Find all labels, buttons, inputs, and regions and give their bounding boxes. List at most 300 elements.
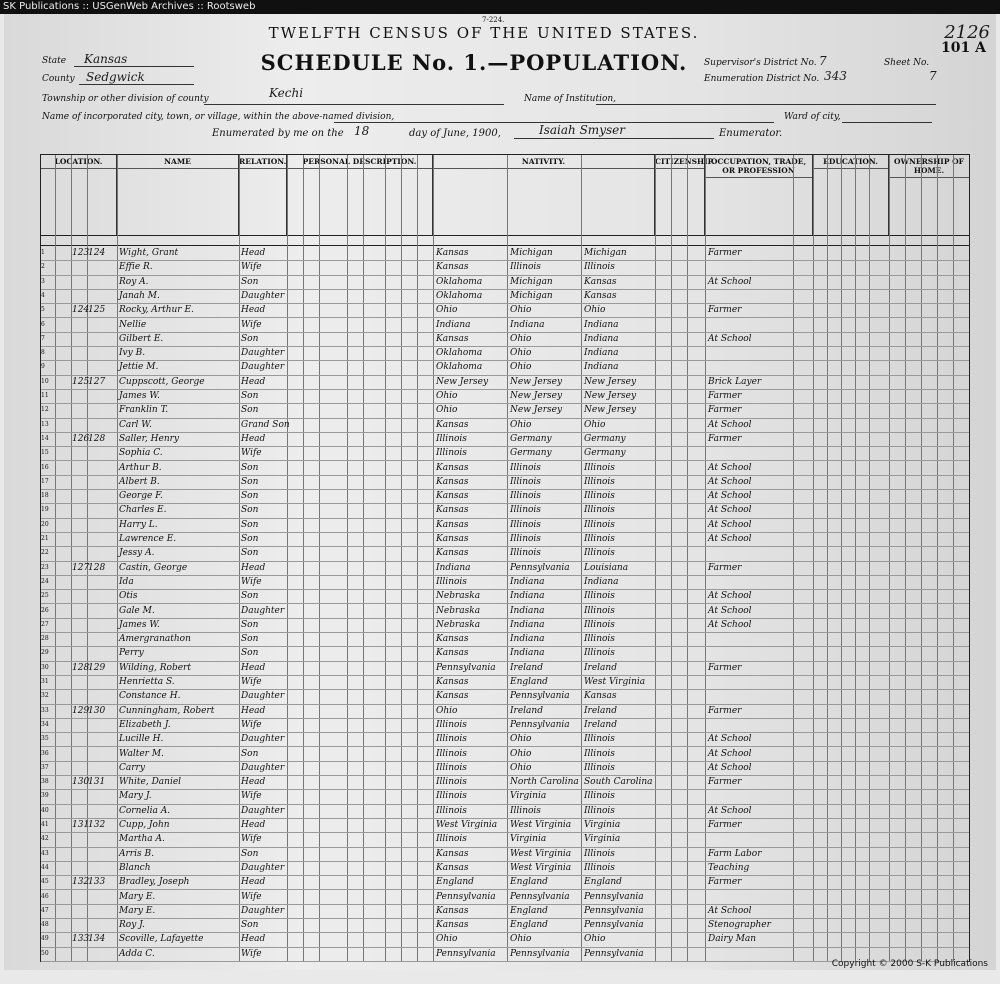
copyright: Copyright © 2000 S-K Publications [831,959,988,969]
person-name: Gale M. [119,605,155,616]
family-number: 133 [88,877,106,888]
line-number: 2 [41,263,45,271]
birthplace: West Virginia [436,820,498,830]
mother-birthplace: Indiana [584,362,619,373]
occupation: Farmer [708,405,742,416]
relation: Son [241,634,259,645]
line-number: 39 [41,792,49,800]
mother-birthplace: Ohio [584,305,606,316]
table-row [41,318,969,333]
mother-birthplace: Virginia [584,834,621,845]
person-name: Albert B. [119,476,160,487]
ward-line [842,110,932,123]
relation: Head [241,705,266,716]
table-row [41,661,969,676]
father-birthplace: England [510,677,548,687]
section-education-title: EDUCATION. [813,155,888,169]
mother-birthplace: Illinois [584,648,615,659]
person-name: Effie R. [119,262,153,273]
relation: Head [241,662,266,673]
dwelling-number: 123 [72,248,90,258]
table-row [41,847,969,862]
mother-birthplace: Pennsylvania [584,920,644,931]
father-birthplace: Illinois [510,462,541,473]
schedule-title: SCHEDULE No. 1.—POPULATION. [260,50,688,75]
table-row [41,475,969,490]
father-birthplace: Ohio [510,762,532,773]
father-birthplace: Virginia [510,791,547,802]
line-number: 17 [41,477,49,485]
father-birthplace: Pennsylvania [510,691,570,702]
line-number: 4 [41,291,45,299]
relation: Wife [241,791,262,802]
township-line [204,92,504,105]
birthplace: Oklahoma [436,348,483,359]
relation: Son [241,276,259,287]
father-birthplace: Ireland [510,662,543,673]
father-birthplace: West Virginia [510,820,572,830]
table-row [41,789,969,804]
table-row [41,360,969,375]
line-number: 7 [41,334,45,342]
mother-birthplace: Kansas [584,276,617,287]
sheet-label: Sheet No. [884,58,930,68]
mother-birthplace: Illinois [584,548,615,559]
section-occupation [705,155,813,235]
occupation: Stenographer [708,920,771,931]
table-row [41,418,969,433]
mother-birthplace: Ireland [584,705,617,716]
occupation: Farmer [708,433,742,444]
father-birthplace: Indiana [510,634,545,645]
census-sheet [4,14,996,970]
father-birthplace: Germany [510,433,552,444]
line-number: 10 [41,377,49,385]
birthplace: Kansas [436,634,469,645]
relation: Wife [241,448,262,459]
person-name: Charles E. [119,505,167,516]
birthplace: Oklahoma [436,290,483,301]
section-citizenship [655,155,715,235]
mother-birthplace: Illinois [584,762,615,773]
table-row [41,704,969,719]
person-name: Saller, Henry [119,433,180,444]
line-number: 23 [41,563,49,571]
father-birthplace: Illinois [510,491,541,502]
table-row [41,875,969,890]
table-row [41,689,969,704]
table-row [41,804,969,819]
birthplace: Ohio [436,934,458,945]
dwelling-number: 127 [72,562,90,573]
relation: Son [241,591,259,602]
table-row [41,260,969,275]
table-row [41,718,969,733]
person-name: Walter M. [119,748,164,759]
line-number: 42 [41,835,49,843]
birthplace: Indiana [436,562,471,573]
father-birthplace: Ohio [510,734,532,745]
table-row [41,346,969,361]
mother-birthplace: Illinois [584,805,615,816]
father-birthplace: Ireland [510,705,543,716]
population-grid [40,154,970,962]
line-number: 14 [41,434,49,442]
person-name: Wight, Grant [119,248,179,258]
birthplace: Kansas [436,534,469,544]
relation: Wife [241,677,262,687]
table-row [41,632,969,647]
occupation: Farmer [708,305,742,316]
table-row [41,246,969,261]
person-name: Otis [119,591,138,602]
line-number: 35 [41,735,49,743]
section-location-title: LOCATION. [41,155,116,169]
table-row [41,646,969,661]
mother-birthplace: South Carolina [584,777,653,788]
family-number: 134 [88,934,106,945]
occupation: Farmer [708,820,742,830]
table-row [41,918,969,933]
incorporated-label: Name of incorporated city, town, or village, within the above-named division, [42,112,395,122]
mother-birthplace: Illinois [584,748,615,759]
birthplace: Ohio [436,305,458,316]
line-number: 1 [41,249,45,256]
person-name: Adda C. [119,948,155,959]
birthplace: Oklahoma [436,362,483,373]
mother-birthplace: Indiana [584,319,619,330]
table-row [41,532,969,547]
family-number: 127 [88,376,106,387]
father-birthplace: Indiana [510,591,545,602]
mother-birthplace: West Virginia [584,677,646,687]
family-number: 130 [88,705,106,716]
occupation: At School [708,591,752,602]
relation: Son [241,534,259,544]
occupation: At School [708,505,752,516]
birthplace: Kansas [436,648,469,659]
relation: Son [241,405,259,416]
mother-birthplace: Louisiana [584,562,629,573]
occupation: Farmer [708,248,742,258]
person-name: Lawrence E. [119,534,177,544]
occupation: At School [708,534,752,544]
birthplace: Kansas [436,862,469,873]
table-row [41,618,969,633]
father-birthplace: Indiana [510,619,545,630]
relation: Son [241,619,259,630]
birthplace: Illinois [436,433,467,444]
father-birthplace: West Virginia [510,862,572,873]
birthplace: Nebraska [436,619,481,630]
dwelling-number: 124 [72,305,90,316]
person-name: George F. [119,491,163,502]
father-birthplace: Ohio [510,748,532,759]
table-row [41,932,969,947]
table-row [41,818,969,833]
table-row [41,403,969,418]
father-birthplace: New Jersey [510,391,563,401]
line-number: 48 [41,921,49,929]
mother-birthplace: Michigan [584,248,627,258]
county-value: Sedgwick [86,70,145,84]
line-number: 18 [41,492,49,500]
person-name: Scoville, Lafayette [119,934,204,945]
birthplace: Kansas [436,262,469,273]
person-name: James W. [119,391,160,401]
occupation: At School [708,519,752,530]
relation: Head [241,777,266,788]
line-number: 46 [41,892,49,900]
ward-label: Ward of city, [784,112,841,122]
person-name: Jettie M. [119,362,159,373]
mother-birthplace: Ireland [584,662,617,673]
section-personal [287,155,433,235]
relation: Son [241,333,259,344]
mother-birthplace: Kansas [584,691,617,702]
line-number: 49 [41,935,49,943]
family-number: 128 [88,562,106,573]
person-name: Lucille H. [119,734,164,745]
relation: Wife [241,319,262,330]
table-row [41,332,969,347]
mother-birthplace: Pennsylvania [584,905,644,916]
occupation: At School [708,419,752,430]
line-number: 20 [41,520,49,528]
father-birthplace: England [510,877,548,888]
father-birthplace: Ohio [510,333,532,344]
father-birthplace: Ohio [510,362,532,373]
birthplace: Illinois [436,734,467,745]
mother-birthplace: Virginia [584,820,621,830]
person-name: Wilding, Robert [119,662,191,673]
line-number: 45 [41,878,49,886]
mother-birthplace: Indiana [584,333,619,344]
person-name: Elizabeth J. [119,719,171,730]
relation: Daughter [241,734,285,745]
father-birthplace: Indiana [510,605,545,616]
birthplace: Kansas [436,462,469,473]
mother-birthplace: New Jersey [584,391,637,401]
supervisor-label: Supervisor's District No. [704,58,817,68]
relation: Grand Son [241,419,290,430]
person-name: Arthur B. [119,462,162,473]
person-name: Harry L. [119,519,158,530]
occupation: Dairy Man [708,934,757,945]
relation: Son [241,548,259,559]
birthplace: Pennsylvania [436,891,496,902]
birthplace: Kansas [436,333,469,344]
line-number: 8 [41,349,45,357]
section-location [41,155,117,235]
father-birthplace: New Jersey [510,376,563,387]
relation: Son [241,476,259,487]
occupation: At School [708,605,752,616]
person-name: Ivy B. [119,348,146,359]
occupation: Farm Labor [708,848,762,859]
table-row [41,503,969,518]
state-label: State [42,56,67,66]
table-row [41,489,969,504]
enumeration-label: Enumeration District No. [704,74,820,84]
father-birthplace: Illinois [510,534,541,544]
relation: Wife [241,948,262,959]
birthplace: Kansas [436,505,469,516]
person-name: Blanch [119,862,151,873]
mother-birthplace: Germany [584,433,626,444]
table-row [41,546,969,561]
person-name: Cupp, John [119,820,170,830]
relation: Head [241,877,266,888]
section-nativity [433,155,655,235]
section-name-title: NAME [117,155,238,169]
father-birthplace: North Carolina [510,777,579,788]
state-value: Kansas [84,52,128,66]
occupation: At School [708,276,752,287]
birthplace: Illinois [436,834,467,845]
page-number [941,40,986,56]
mother-birthplace: Ohio [584,419,606,430]
day-value: 18 [354,124,370,138]
family-number: 129 [88,662,106,673]
relation: Wife [241,576,262,587]
family-number: 131 [88,777,106,788]
table-row [41,461,969,476]
father-birthplace: Illinois [510,505,541,516]
enumerated-label: Enumerated by me on the [212,128,344,139]
birthplace: Illinois [436,791,467,802]
mother-birthplace: Illinois [584,634,615,645]
person-name: Mary E. [119,891,156,902]
mother-birthplace: Illinois [584,862,615,873]
person-name: Amergranathon [119,634,191,645]
relation: Daughter [241,605,285,616]
birthplace: Kansas [436,848,469,859]
person-name: Martha A. [119,834,165,845]
line-number: 33 [41,706,49,714]
person-name: James W. [119,619,160,630]
line-number: 37 [41,763,49,771]
line-number: 47 [41,906,49,914]
mother-birthplace: Indiana [584,576,619,587]
person-name: Mary J. [119,791,152,802]
line-number: 24 [41,577,49,585]
occupation: At School [708,491,752,502]
relation: Head [241,820,266,830]
father-birthplace: Michigan [510,248,553,258]
father-birthplace: Michigan [510,276,553,287]
person-name: Perry [119,648,144,659]
line-number: 25 [41,592,49,600]
person-name: White, Daniel [119,777,182,788]
occupation: Teaching [708,862,750,873]
mother-birthplace: Germany [584,448,626,459]
father-birthplace: England [510,920,548,931]
mother-birthplace: Pennsylvania [584,948,644,959]
line-number: 11 [41,392,49,399]
person-name: Cunningham, Robert [119,705,215,716]
line-number: 50 [41,949,49,957]
line-number: 13 [41,420,49,428]
relation: Daughter [241,290,285,301]
relation: Wife [241,719,262,730]
occupation: Farmer [708,777,742,788]
father-birthplace: Illinois [510,805,541,816]
relation: Daughter [241,862,285,873]
page-letter: A [975,40,986,56]
mother-birthplace: Illinois [584,591,615,602]
line-number: 40 [41,806,49,814]
relation: Son [241,519,259,530]
relation: Son [241,505,259,516]
line-number: 5 [41,306,45,314]
person-name: Gilbert E. [119,333,164,344]
table-row [41,518,969,533]
occupation: Farmer [708,562,742,573]
section-occupation-title: OCCUPATION, TRADE, OR PROFESSION [705,155,812,178]
occupation: Farmer [708,705,742,716]
birthplace: Illinois [436,748,467,759]
family-number: 125 [88,305,106,316]
relation: Daughter [241,805,285,816]
person-name: Carl W. [119,419,152,430]
family-number: 124 [88,248,106,258]
occupation: Farmer [708,877,742,888]
mother-birthplace: New Jersey [584,405,637,416]
census-title: TWELFTH CENSUS OF THE UNITED STATES. [268,24,700,42]
table-row [41,375,969,390]
dwelling-number: 128 [72,662,90,673]
line-number: 41 [41,821,49,828]
sheet-value: 7 [929,69,937,83]
person-name: Henrietta S. [119,677,175,687]
family-number: 132 [88,820,106,830]
father-birthplace: Germany [510,448,552,459]
father-birthplace: Indiana [510,648,545,659]
mother-birthplace: Illinois [584,462,615,473]
birthplace: Nebraska [436,591,481,602]
section-relation [239,155,287,235]
occupation: At School [708,805,752,816]
father-birthplace: Pennsylvania [510,562,570,573]
section-citizenship-title: CITIZENSHIP. [655,155,704,169]
father-birthplace: Illinois [510,548,541,559]
father-birthplace: Michigan [510,290,553,301]
mother-birthplace: Kansas [584,290,617,301]
relation: Son [241,648,259,659]
father-birthplace: Illinois [510,262,541,273]
dwelling-number: 132 [72,877,90,888]
table-row [41,389,969,404]
father-birthplace: England [510,905,548,916]
relation: Son [241,462,259,473]
occupation: At School [708,462,752,473]
table-row [41,675,969,690]
mother-birthplace: Illinois [584,476,615,487]
father-birthplace: Pennsylvania [510,948,570,959]
line-number: 9 [41,363,45,371]
incorporated-line [334,110,774,123]
occupation: Brick Layer [708,376,762,387]
section-nativity-title: NATIVITY. [433,155,654,169]
table-row [41,575,969,590]
line-number: 3 [41,277,45,285]
line-number: 12 [41,406,49,414]
mother-birthplace: Illinois [584,848,615,859]
mother-birthplace: Illinois [584,519,615,530]
occupation: At School [708,476,752,487]
line-number: 34 [41,720,49,728]
